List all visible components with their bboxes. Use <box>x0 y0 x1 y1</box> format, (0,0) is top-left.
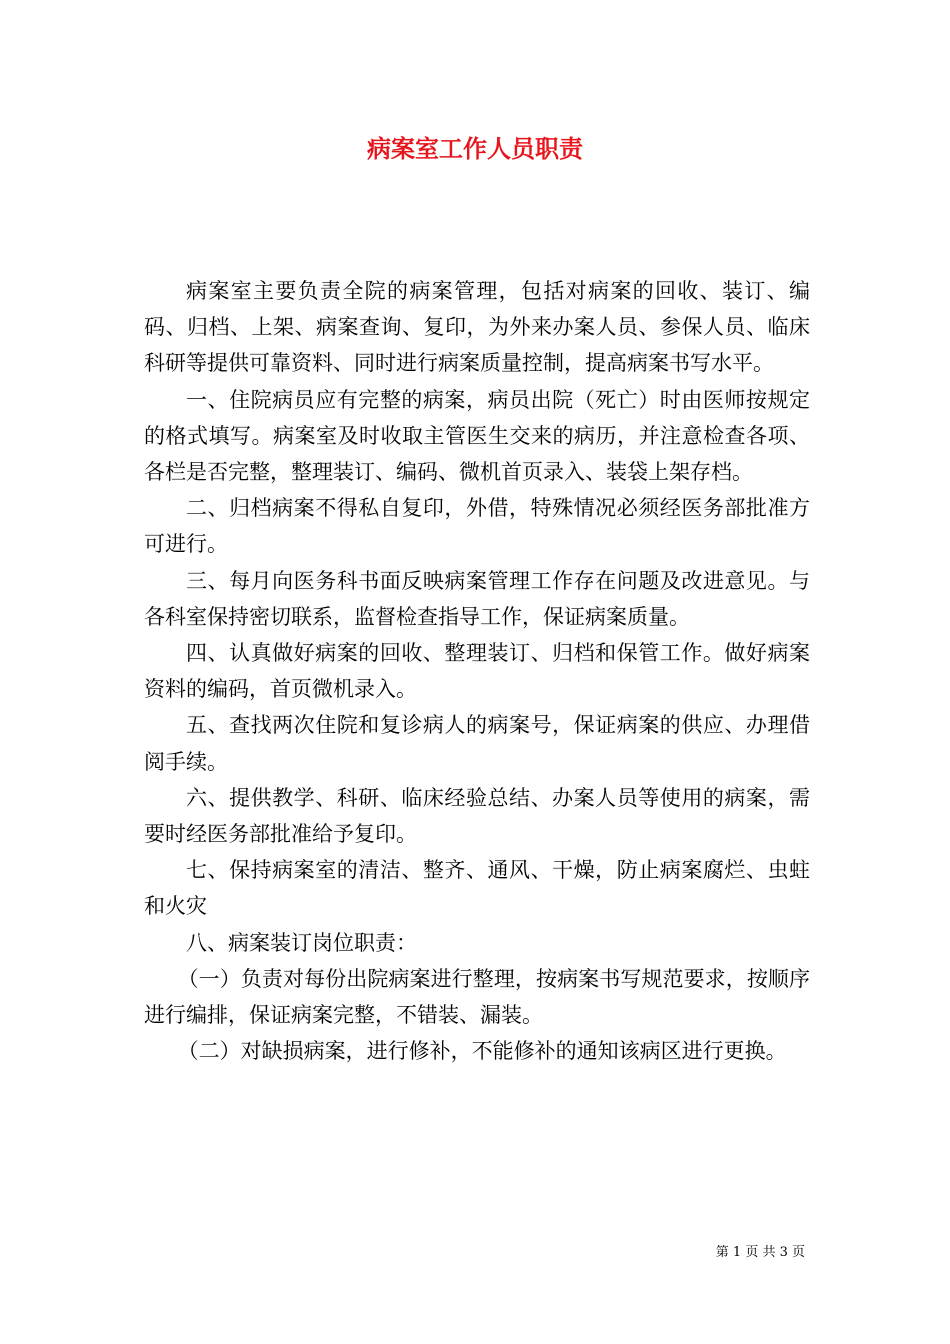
page-title: 病案室工作人员职责 <box>367 134 583 163</box>
duty-item-8-heading: 八、病案装订岗位职责： <box>186 930 417 955</box>
duty-item-1: 一、住院病员应有完整的病案，病员出院（死亡）时由医师按规定的格式填写。病案室及时收取主管医生交来的病历，并注意检查各项、各栏是否完整，整理装订、编码、微机首页录入、装袋上架存档。 <box>144 387 810 485</box>
duty-item-6: 六、提供教学、科研、临床经验总结、办案人员等使用的病案，需要时经医务部批准给予复印。 <box>144 785 810 847</box>
duty-item-2: 二、归档病案不得私自复印，外借，特殊情况必须经医务部批准方可进行。 <box>144 496 810 557</box>
duty-item-5: 五、查找两次住院和复诊病人的病案号，保证病案的供应、办理借阅手续。 <box>144 713 810 774</box>
document-body <box>144 273 810 1069</box>
intro-paragraph: 病案室主要负责全院的病案管理，包括对病案的回收、装订、编码、归档、上架、病案查询、复印，为外来办案人员、参保人员、临床科研等提供可靠资料、同时进行病案质量控制，提高病案书写水平。 <box>144 279 810 376</box>
binding-duty-1: （一）负责对每份出院病案进行整理，按病案书写规范要求，按顺序进行编排，保证病案完整，不错装、漏装。 <box>144 966 810 1028</box>
duty-item-4: 四、认真做好病案的回收、整理装订、归档和保管工作。做好病案资料的编码，首页微机录入。 <box>144 641 810 702</box>
binding-duty-2: （二）对缺损病案，进行修补，不能修补的通知该病区进行更换。 <box>177 1039 787 1064</box>
page-number: 第 1 页 共 3 页 <box>715 1245 805 1260</box>
duty-item-3: 三、每月向医务科书面反映病案管理工作存在问题及改进意见。与各科室保持密切联系，监督检查指导工作，保证病案质量。 <box>144 568 810 629</box>
duty-item-7: 七、保持病案室的清洁、整齐、通风、干燥，防止病案腐烂、虫蛀和火灾 <box>144 858 810 919</box>
